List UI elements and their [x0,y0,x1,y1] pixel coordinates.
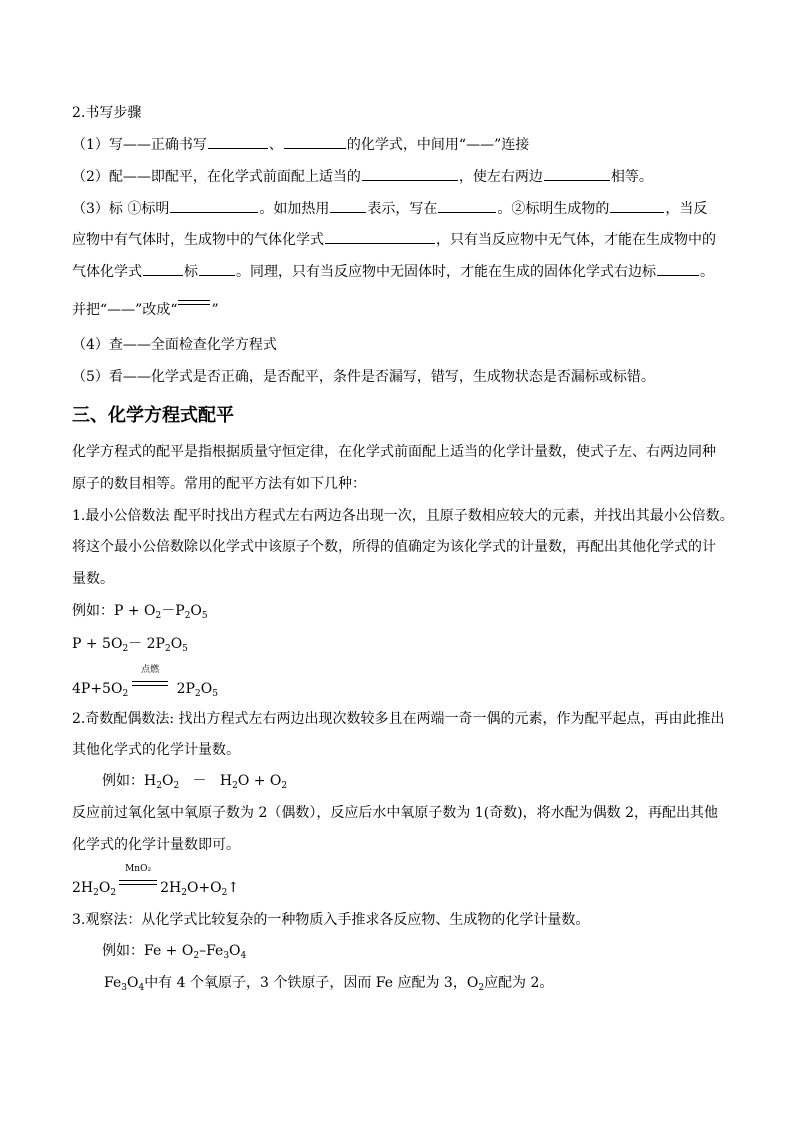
blank [199,261,235,276]
step-1: （1）写——正确书写 、 的化学式，中间用“——”连接 [72,134,734,155]
explanation-line-2: 化学式的化学计量数即可。 [72,837,240,853]
section-heading: 三、化学方程式配平 [72,405,234,426]
method-1-line-1: 1.最小公倍数法 配平时找出方程式左右两边各出现一次，且原子数相应较大的元素，并找出其最小公倍数。 [72,508,734,524]
example-equation-3: $4P+5O_2$ 点燃 $2P_2O_5$ [72,665,218,699]
step-3-line-3: 气体化学式 标 。同理，只有当反应物中无固体时，才能在生成的固体化学式右边标 。 [72,261,734,282]
step-4: （4）查——全面检查化学方程式 [72,337,277,353]
step-5: （5）看——化学式是否正确，是否配平，条件是否漏写，错写，生成物状态是否漏标或标错。 [72,369,655,385]
method-1-line-2: 将这个最小公倍数除以化学式中该原子个数，所得的值确定为该化学式的计量数，再配出其他化学式的计 [72,539,716,555]
blank [284,134,346,149]
blank [610,198,664,213]
step-3-line-1: （3）标 ①标明 。如加热用 表示，写在 。②标明生成物的 ，当反 [72,198,734,219]
example-equation-1: 例如：$P + O_2-P_2O_5$ [72,603,208,621]
explanation-line-1: 反应前过氧化氢中氧原子数为 2（偶数），反应后水中氧原子数为 1(奇数)，将水配为偶数 2，再配出其他 [72,805,718,821]
steps-title: 2.书写步骤 [72,105,142,121]
blank [170,198,258,213]
gas-arrow-icon: ↑ [227,880,240,896]
blank [438,198,496,213]
blank [362,166,458,181]
blank [544,166,610,181]
blank [657,261,699,276]
method-2-line-2: 其他化学式的化学计量数。 [72,742,240,758]
blank [143,261,183,276]
example-equation-6: 例如：$Fe + O_2-Fe_3O_4$ [102,943,247,961]
intro-line-2: 原子的数目相等。常用的配平方法有如下几种： [72,476,366,492]
step-3-line-2: 应物中有气体时，生成物中的气体化学式 ，只有当反应物中无气体，才能在生成物中的 [72,229,734,250]
step-2: （2）配——即配平，在化学式前面配上适当的 ，使左右两边 相等。 [72,166,734,187]
blank [208,134,268,149]
method-3-result: $Fe_3O_4$中有 4 个氧原子，3 个铁原子，因而 Fe 应配为 3，$O_2$应配为 2。 [104,975,554,993]
method-1-line-3: 量数。 [72,571,114,587]
example-equation-4: 例如：$H_2O_2 - H_2O + O_2$ [102,773,288,791]
method-2-line-1: 2.奇数配偶数法: 找出方程式左右两边出现次数较多且在两端一奇一偶的元素，作为配平起点，再由此推出 [72,711,725,727]
method-3-line-1: 3.观察法：从化学式比较复杂的一种物质入手推求各反应物、生成物的化学计量数。 [72,912,590,928]
intro-line-1: 化学方程式的配平是指根据质量守恒定律，在化学式前面配上适当的化学计量数，使式子左、右两边同种 [72,444,716,460]
double-equal-sign [178,300,210,305]
step-3-line-4: 并把“——”改成“ ” [72,302,219,318]
reaction-condition: MnO₂ [118,874,158,892]
blank [330,198,366,213]
blank [325,229,435,244]
example-equation-2: $P + 5O_2- 2P_2O_5$ [72,636,188,654]
reaction-condition: 点燃 [131,675,169,693]
example-equation-5: $2H_2O_2$ MnO₂ $2H_2O+O_2↑$ [72,864,240,898]
